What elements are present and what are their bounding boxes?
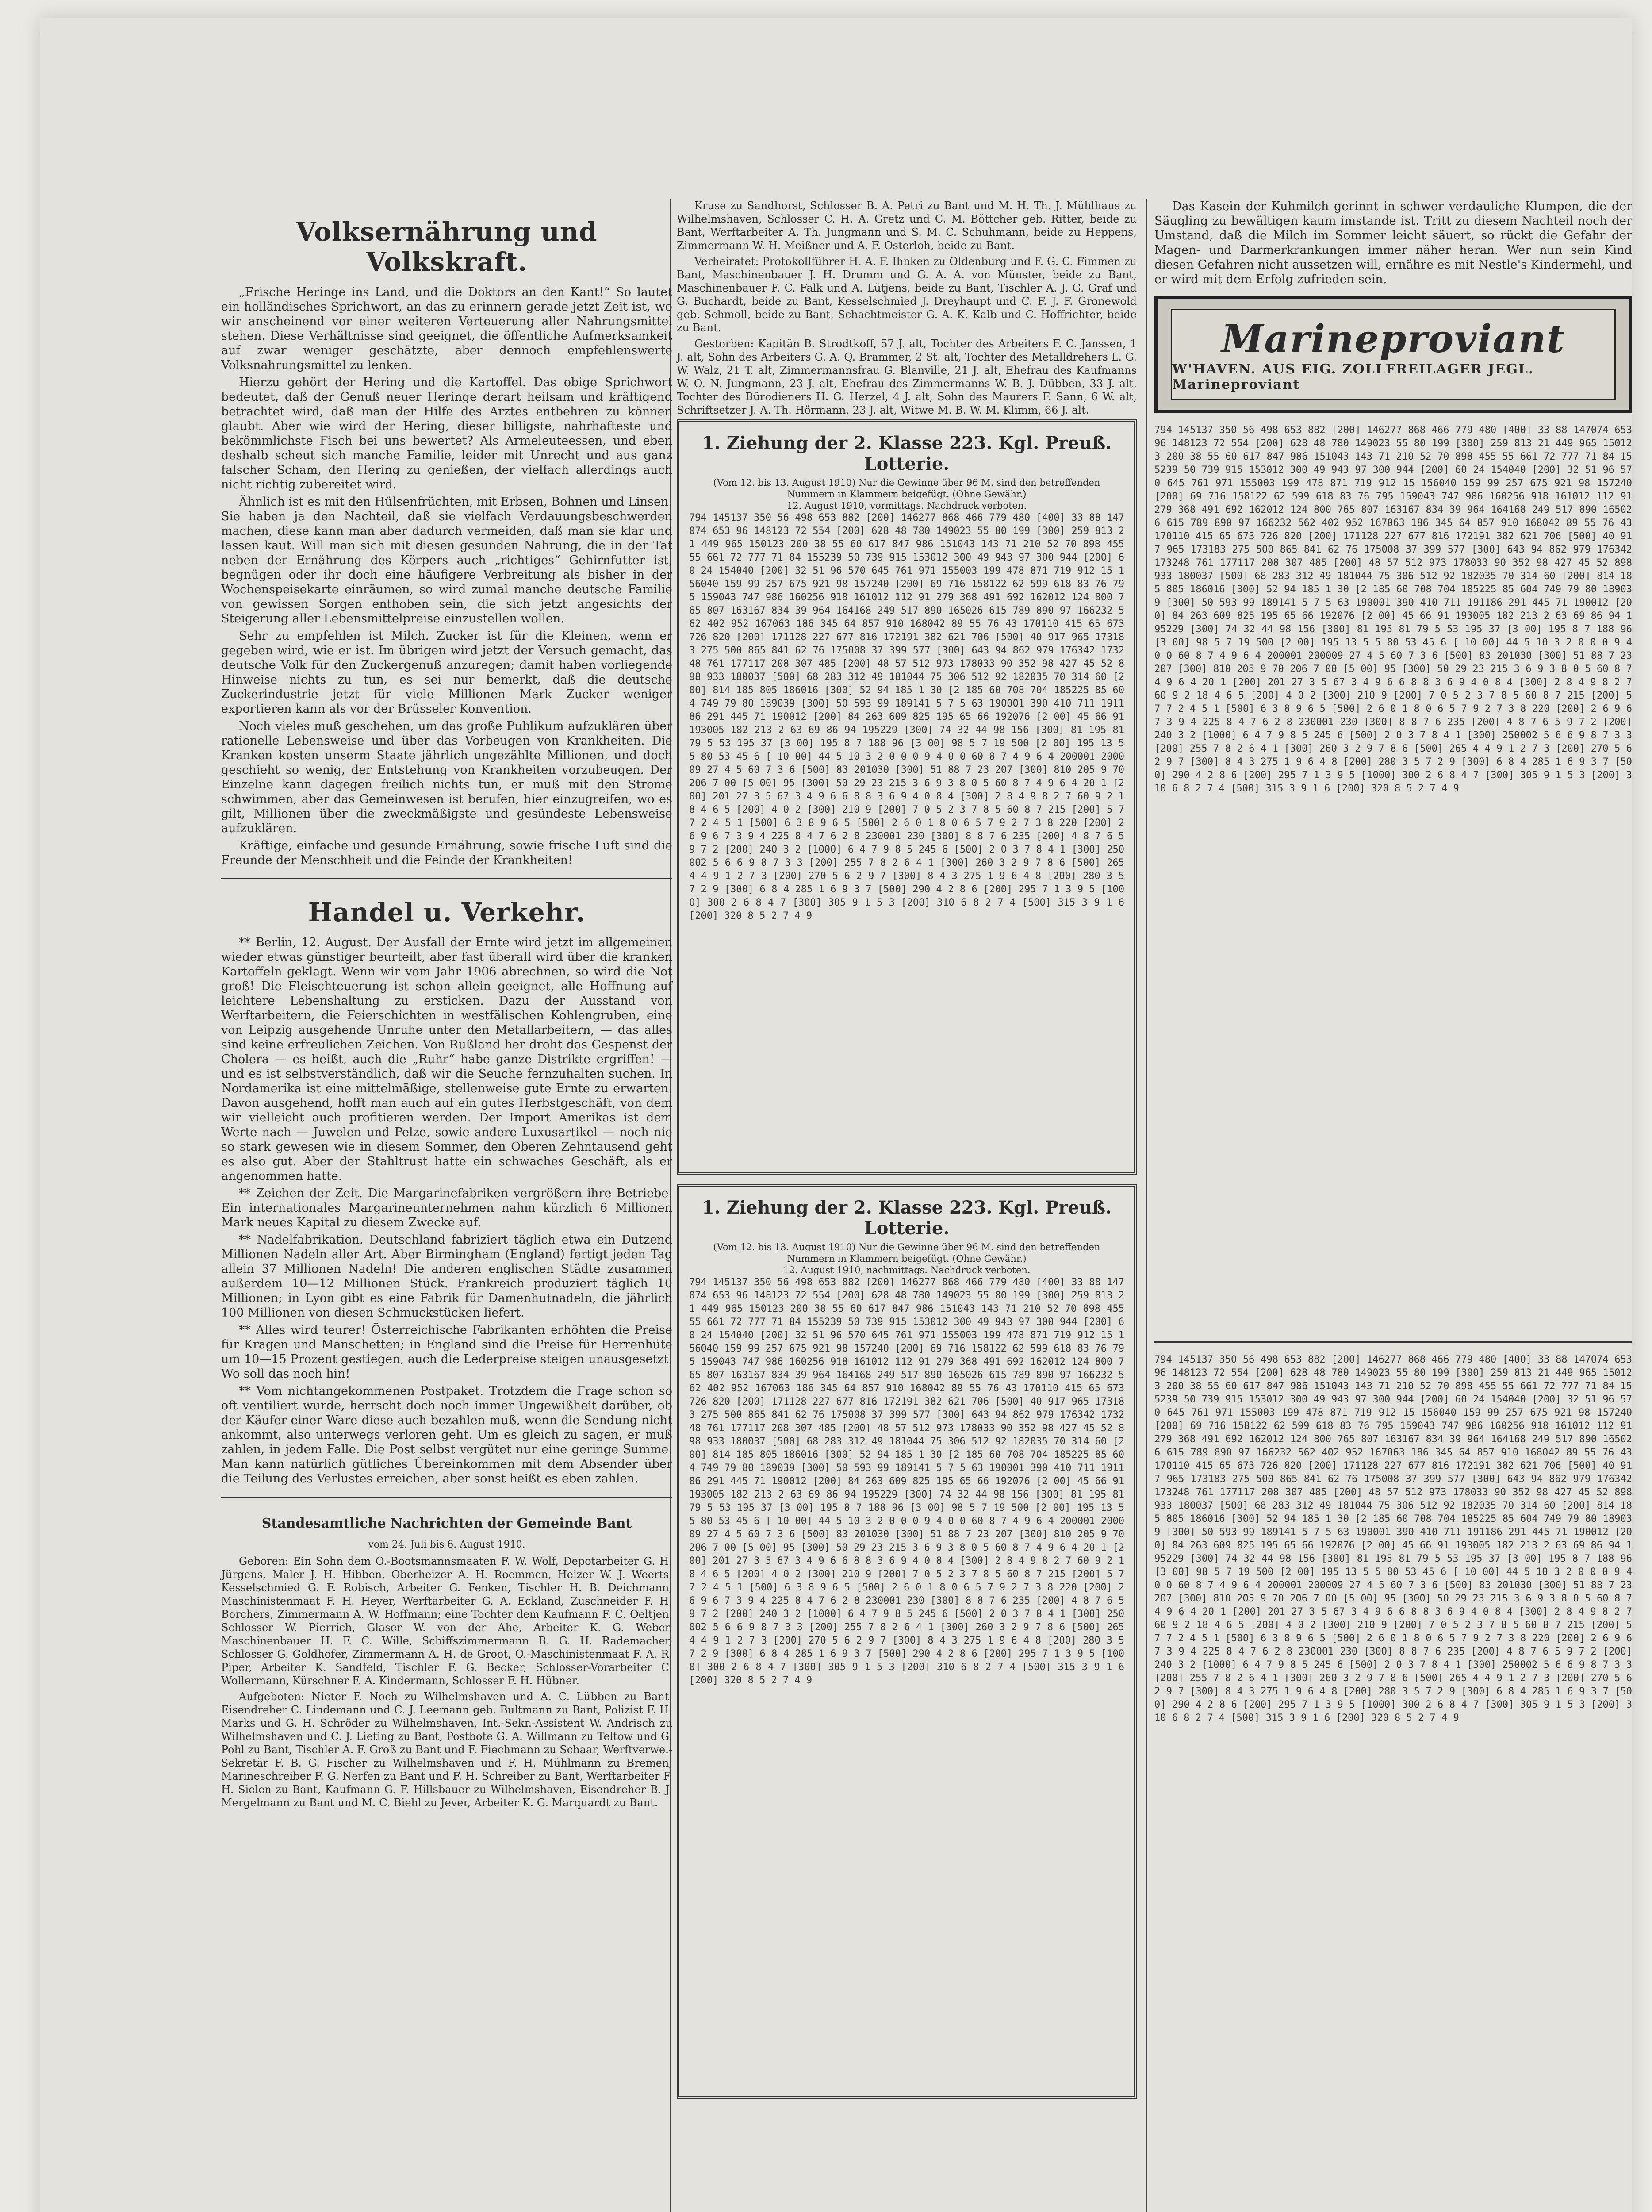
ad-frame [1171, 309, 1616, 400]
lottery-block-morning [677, 419, 1137, 1175]
article-title-standesamt: Standesamtliche Nachrichten der Gemeinde Bant [261, 1516, 632, 1531]
column-2 [677, 199, 1137, 2212]
article-paragraph: Noch vieles muß geschehen, um das große Publikum aufzuklären über rationelle Lebensweise und über das Vorbeugen von Krankheiten. Die Kranken kosten unserm Staate jährlich ungezählte Millionen, und doch geschieht so wenig, der Entstehung von Krankheiten vorzubeugen. Der Einzelne kann dagegen freilich nichts tun, er muß mit den Strome schwimmen, aber das Gemeinwesen ist berufen, hier einzugreifen, wo es gilt, Millionen über die zweckmäßigste und gesündeste Lebensweise aufzuklären. [221, 719, 672, 835]
lottery-numbers-continued: 794 145137 350 56 498 653 882 [200] 146277 868 466 779 480 [400] 33 88 147074 653 96 148123 72 554 [200] 628 48 780 149023 55 80 199 [300] 259 813 21 449 965 150123 200 38 55 60 617 847 986 151043 143 71 210 52 70 898 455 55 661 72 777 71 84 155239 50 739 915 153012 300 49 943 97 300 944 [200] 60 24 154040 [200] 32 51 96 570 645 761 971 155003 199 478 871 719 912 15 156040 159 99 257 675 921 98 157240 [200] 69 716 158122 62 599 618 83 76 795 159043 747 986 160256 918 161012 112 91 279 368 491 692 162012 124 800 765 807 163167 834 39 964 164168 249 517 890 165026 615 789 890 97 166232 562 402 952 167063 186 345 64 857 910 168042 89 55 76 43 170110 415 65 673 726 820 [200] 171128 227 677 816 172191 382 621 706 [500] 40 917 965 173183 275 500 865 841 62 76 175008 37 399 577 [300] 643 94 862 979 176342 173248 761 177117 208 307 485 [200] 48 57 512 973 178033 90 352 98 427 45 52 898 933 180037 [500] 68 283 312 49 181044 75 306 512 92 182035 70 314 60 [200] 814 185 805 186016 [300] 52 94 185 1 30 [2 185 60 708 704 185225 85 604 749 79 80 189039 [300] 50 593 99 189141 5 7 5 63 190001 390 410 711 191186 291 445 71 190012 [200] 84 263 609 825 195 65 66 192076 [2 00] 45 66 91 193005 182 213 2 63 69 86 94 195229 [300] 74 32 44 98 156 [300] 81 195 81 79 5 53 195 37 [3 00] 195 8 7 188 96 [3 00] 98 5 7 19 500 [2 00] 195 13 5 5 80 53 45 6 [ 10 00] 44 5 10 3 2 0 0 0 9 4 0 0 60 8 7 4 9 6 4 200001 200009 27 4 5 60 7 3 6 [500] 83 201030 [300] 51 88 7 23 207 [300] 810 205 9 70 206 7 00 [5 00] 95 [300] 50 29 23 215 3 6 9 3 8 0 5 60 8 7 4 9 6 4 20 1 [200] 201 27 3 5 67 3 4 9 6 6 8 8 3 6 9 4 0 8 4 [300] 2 8 4 9 8 2 7 60 9 2 18 4 6 5 [200] 4 0 2 [300] 210 9 [200] 7 0 5 2 3 7 8 5 60 8 7 215 [200] 5 7 7 2 4 5 1 [500] 6 3 8 9 6 5 [500] 2 6 0 1 8 0 6 5 7 9 2 7 3 8 220 [200] 2 6 9 6 7 3 9 4 225 8 4 7 6 2 8 230001 230 [300] 8 8 7 6 235 [200] 4 8 7 6 5 9 7 2 [200] 240 3 2 [1000] 6 4 7 9 8 5 245 6 [500] 2 0 3 7 8 4 1 [300] 250002 5 6 6 9 8 7 3 3 [200] 255 7 8 2 6 4 1 [300] 260 3 2 9 7 8 6 [500] 265 4 4 9 1 2 7 3 [200] 270 5 6 2 9 7 [300] 8 4 3 275 1 9 6 4 8 [200] 280 3 5 7 2 9 [300] 6 8 4 285 1 6 9 3 7 [500] 290 4 2 8 6 [200] 295 7 1 3 9 5 [1000] 300 2 6 8 4 7 [300] 305 9 1 5 3 [200] 310 6 8 2 7 4 [500] 315 3 9 1 6 [200] 320 8 5 2 7 4 9 [1154, 1354, 1638, 1724]
article-subtitle: vom 24. Juli bis 6. August 1910. [368, 1539, 525, 1550]
article-paragraph: „Frische Heringe ins Land, und die Doktors an den Kant!“ So lautet ein holländisches Sprichwort, an das zu erinnern gerade jetzt Zeit ist, wo wir anscheinend vor einer weiteren Verteuerung aller Nahrungsmittel stehen. Diese Verhältnisse sind geeignet, die öffentliche Aufmerksamkeit auf zwar weniger geschätzte, aber dennoch empfehlenswerte Volksnahrungsmittel zu lenken. [221, 285, 672, 372]
lottery-numbers: 794 145137 350 56 498 653 882 [200] 146277 868 466 779 480 [400] 33 88 147074 653 96 148123 72 554 [200] 628 48 780 149023 55 80 199 [300] 259 813 21 449 965 150123 200 38 55 60 617 847 986 151043 143 71 210 52 70 898 455 55 661 72 777 71 84 155239 50 739 915 153012 300 49 943 97 300 944 [200] 60 24 154040 [200] 32 51 96 570 645 761 971 155003 199 478 871 719 912 15 156040 159 99 257 675 921 98 157240 [200] 69 716 158122 62 599 618 83 76 795 159043 747 986 160256 918 161012 112 91 279 368 491 692 162012 124 800 765 807 163167 834 39 964 164168 249 517 890 165026 615 789 890 97 166232 562 402 952 167063 186 345 64 857 910 168042 89 55 76 43 170110 415 65 673 726 820 [200] 171128 227 677 816 172191 382 621 706 [500] 40 917 965 173183 275 500 865 841 62 76 175008 37 399 577 [300] 643 94 862 979 176342 173248 761 177117 208 307 485 [200] 48 57 512 973 178033 90 352 98 427 45 52 898 933 180037 [500] 68 283 312 49 181044 75 306 512 92 182035 70 314 60 [200] 814 185 805 186016 [300] 52 94 185 1 30 [2 185 60 708 704 185225 85 604 749 79 80 189039 [300] 50 593 99 189141 5 7 5 63 190001 390 410 711 191186 291 445 71 190012 [200] 84 263 609 825 195 65 66 192076 [2 00] 45 66 91 193005 182 213 2 63 69 86 94 195229 [300] 74 32 44 98 156 [300] 81 195 81 79 5 53 195 37 [3 00] 195 8 7 188 96 [3 00] 98 5 7 19 500 [2 00] 195 13 5 5 80 53 45 6 [ 10 00] 44 5 10 3 2 0 0 0 9 4 0 0 60 8 7 4 9 6 4 200001 200009 27 4 5 60 7 3 6 [500] 83 201030 [300] 51 88 7 23 207 [300] 810 205 9 70 206 7 00 [5 00] 95 [300] 50 29 23 215 3 6 9 3 8 0 5 60 8 7 4 9 6 4 20 1 [200] 201 27 3 5 67 3 4 9 6 6 8 8 3 6 9 4 0 8 4 [300] 2 8 4 9 8 2 7 60 9 2 18 4 6 5 [200] 4 0 2 [300] 210 9 [200] 7 0 5 2 3 7 8 5 60 8 7 215 [200] 5 7 7 2 4 5 1 [500] 6 3 8 9 6 5 [500] 2 6 0 1 8 0 6 5 7 9 2 7 3 8 220 [200] 2 6 9 6 7 3 9 4 225 8 4 7 6 2 8 230001 230 [300] 8 8 7 6 235 [200] 4 8 7 6 5 9 7 2 [200] 240 3 2 [1000] 6 4 7 9 8 5 245 6 [500] 2 0 3 7 8 4 1 [300] 250002 5 6 6 9 8 7 3 3 [200] 255 7 8 2 6 4 1 [300] 260 3 2 9 7 8 6 [500] 265 4 4 9 1 2 7 3 [200] 270 5 6 2 9 7 [300] 8 4 3 275 1 9 6 4 8 [200] 280 3 5 7 2 9 [300] 6 8 4 285 1 6 9 3 7 [500] 290 4 2 8 6 [200] 295 7 1 3 9 5 [1000] 300 2 6 8 4 7 [300] 305 9 1 5 3 [200] 310 6 8 2 7 4 [500] 315 3 9 1 6 [200] 320 8 5 2 7 4 9 [689, 1277, 1131, 1686]
lottery-date: 12. August 1910, nachmittags. Nachdruck verboten. [783, 1265, 1031, 1275]
article-paragraph: Kräftige, einfache und gesunde Ernährung, sowie frische Luft sind die Freunde der Menschheit und die Feinde der Krankheiten! [221, 839, 672, 867]
column-3 [1154, 199, 1638, 2212]
article-paragraph: ** Alles wird teurer! Österreichische Fabrikanten erhöhten die Preise für Kragen und Manschetten; in England sind die Preise für Herrenhüte um 10—15 Prozent gestiegen, auch die Lederpreise steigen unausgesetzt. Wo soll das noch hin! [221, 1323, 672, 1381]
section-divider [221, 1497, 672, 1498]
marineproviant-ad [1154, 296, 1632, 413]
article-title-handel: Handel u. Verkehr. [308, 897, 586, 927]
article-paragraph: ** Zeichen der Zeit. Die Margarinefabriken vergrößern ihre Betriebe. Ein internationales Margarineunternehmen nahm kürzlich 6 Millionen Mark neues Kapital zu diesem Zwecke auf. [221, 1187, 672, 1229]
lottery-numbers-continued: 794 145137 350 56 498 653 882 [200] 146277 868 466 779 480 [400] 33 88 147074 653 96 148123 72 554 [200] 628 48 780 149023 55 80 199 [300] 259 813 21 449 965 150123 200 38 55 60 617 847 986 151043 143 71 210 52 70 898 455 55 661 72 777 71 84 155239 50 739 915 153012 300 49 943 97 300 944 [200] 60 24 154040 [200] 32 51 96 570 645 761 971 155003 199 478 871 719 912 15 156040 159 99 257 675 921 98 157240 [200] 69 716 158122 62 599 618 83 76 795 159043 747 986 160256 918 161012 112 91 279 368 491 692 162012 124 800 765 807 163167 834 39 964 164168 249 517 890 165026 615 789 890 97 166232 562 402 952 167063 186 345 64 857 910 168042 89 55 76 43 170110 415 65 673 726 820 [200] 171128 227 677 816 172191 382 621 706 [500] 40 917 965 173183 275 500 865 841 62 76 175008 37 399 577 [300] 643 94 862 979 176342 173248 761 177117 208 307 485 [200] 48 57 512 973 178033 90 352 98 427 45 52 898 933 180037 [500] 68 283 312 49 181044 75 306 512 92 182035 70 314 60 [200] 814 185 805 186016 [300] 52 94 185 1 30 [2 185 60 708 704 185225 85 604 749 79 80 189039 [300] 50 593 99 189141 5 7 5 63 190001 390 410 711 191186 291 445 71 190012 [200] 84 263 609 825 195 65 66 192076 [2 00] 45 66 91 193005 182 213 2 63 69 86 94 195229 [300] 74 32 44 98 156 [300] 81 195 81 79 5 53 195 37 [3 00] 195 8 7 188 96 [3 00] 98 5 7 19 500 [2 00] 195 13 5 5 80 53 45 6 [ 10 00] 44 5 10 3 2 0 0 0 9 4 0 0 60 8 7 4 9 6 4 200001 200009 27 4 5 60 7 3 6 [500] 83 201030 [300] 51 88 7 23 207 [300] 810 205 9 70 206 7 00 [5 00] 95 [300] 50 29 23 215 3 6 9 3 8 0 5 60 8 7 4 9 6 4 20 1 [200] 201 27 3 5 67 3 4 9 6 6 8 8 3 6 9 4 0 8 4 [300] 2 8 4 9 8 2 7 60 9 2 18 4 6 5 [200] 4 0 2 [300] 210 9 [200] 7 0 5 2 3 7 8 5 60 8 7 215 [200] 5 7 7 2 4 5 1 [500] 6 3 8 9 6 5 [500] 2 6 0 1 8 0 6 5 7 9 2 7 3 8 220 [200] 2 6 9 6 7 3 9 4 225 8 4 7 6 2 8 230001 230 [300] 8 8 7 6 235 [200] 4 8 7 6 5 9 7 2 [200] 240 3 2 [1000] 6 4 7 9 8 5 245 6 [500] 2 0 3 7 8 4 1 [300] 250002 5 6 6 9 8 7 3 3 [200] 255 7 8 2 6 4 1 [300] 260 3 2 9 7 8 6 [500] 265 4 4 9 1 2 7 3 [200] 270 5 6 2 9 7 [300] 8 4 3 275 1 9 6 4 8 [200] 280 3 5 7 2 9 [300] 6 8 4 285 1 6 9 3 7 [500] 290 4 2 8 6 [200] 295 7 1 3 9 5 [1000] 300 2 6 8 4 7 [300] 305 9 1 5 3 [200] 310 6 8 2 7 4 [500] 315 3 9 1 6 [200] 320 8 5 2 7 4 9 [1154, 425, 1638, 794]
lottery-title: 1. Ziehung der 2. Klasse 223. Kgl. Preuß. Lotterie. [701, 1197, 1112, 1239]
nestle-ad-text: Das Kasein der Kuhmilch gerinnt in schwer verdauliche Klumpen, die der Säugling zu bewältigen kaum imstande ist. Tritt zu diesem Nachteil noch der Umstand, daß die Milch im Sommer leicht säuert, so rückt die Gefahr der Magen- und Darmerkrankungen immer näher heran. Wer nun sein Kind diesen Gefahren nicht aussetzen will, ernähre es mit Nestle's Kindermehl, und er wird mit dem Erfolg zufrieden sein. [1154, 200, 1632, 286]
continued-paragraph: Kruse zu Sandhorst, Schlosser B. A. Petri zu Bant und M. H. Th. J. Mühlhaus zu Wilhelmshaven, Schlosser C. H. A. Gretz und C. M. Böttcher geb. Ritter, beide zu Bant, Werftarbeiter A. Th. Jungmann und S. M. C. Schuhmann, beide zu Heppens, Zimmermann W. H. Meißner und A. F. Osterloh, beide zu Bant. [677, 200, 1137, 252]
article-title-volksernaehrung: Volksernährung und Volkskraft. [296, 217, 598, 277]
section-divider [221, 878, 672, 879]
newspaper-page [40, 18, 1638, 2212]
lottery-subtitle: (Vom 12. bis 13. August 1910) Nur die Gewinne über 96 M. sind den betreffenden Nummern in Klammern beigefügt. (Ohne Gewähr.) [713, 1242, 1100, 1264]
died-paragraph: Gestorben: Kapitän B. Strodtkoff, 57 J. alt, Tochter des Arbeiters F. C. Janssen, 1 J. alt, Sohn des Arbeiters G. A. Q. Brammer, 2 St. alt, Tochter des Metalldrehers L. G. W. Walz, 21 T. alt, Zimmermannsfrau G. Blanville, 21 J. alt, Ehefrau des Kaufmanns W. O. N. Jungmann, 23 J. alt, Ehefrau des Zimmermanns W. B. J. Dübben, 33 J. alt, Tochter des Bürodieners H. G. Herzel, 4 J. alt, Sohn des Maurers F. Sann, 6 W. alt, Schriftsetzer J. A. Th. Hörmann, 23 J. alt, Witwe M. B. W. M. Klimm, 66 J. alt. [677, 338, 1137, 416]
section-divider [1154, 1341, 1632, 1343]
article-paragraph: ** Nadelfabrikation. Deutschland fabriziert täglich etwa ein Dutzend Millionen Nadeln aller Art. Aber Birmingham (England) fertigt jeden Tag allein 37 Millionen Nadeln! Die anderen englischen Städte zusammen außerdem 10—12 Millionen Stück. Frankreich produziert täglich 10 Millionen; in Lyon gibt es eine Fabrik für Damenhutnadeln, die jährlich 100 Millionen von diesen Schmuckstücken liefert. [221, 1233, 672, 1320]
column-rule-right [1146, 199, 1147, 2212]
married-paragraph: Verheiratet: Protokollführer H. A. F. Ihnken zu Oldenburg und F. G. C. Fimmen zu Bant, Maschinenbauer J. H. Drumm und G. A. A. von Münster, beide zu Bant, Maschinenbauer F. C. Falk und A. Lütjens, beide zu Bant, Tischler A. J. G. Graf und G. Buchardt, beide zu Bant, Kesselschmied J. Dreyhaupt und C. F. J. F. Gronewold geb. Schmoll, beide zu Bant, Schachtmeister G. A. K. Kalb und C. Hoffrichter, beide zu Bant. [677, 255, 1137, 334]
lottery-block-afternoon [677, 1184, 1137, 2099]
article-paragraph: Aufgeboten: Nieter F. Noch zu Wilhelmshaven und A. C. Lübben zu Bant, Eisendreher C. Lindemann und C. J. Leemann geb. Bultmann zu Bant, Polizist F. H. Marks und G. H. Schröder zu Wilhelmshaven, Int.-Sekr.-Assistent W. Andrisch zu Wilhelmshaven und C. J. Lieting zu Bant, Postbote G. A. Willmann zu Teltow und G. Pohl zu Bant, Tischler A. F. Groß zu Bant und F. Fiechmann zu Schaar, Werftverwe.-Sekretär F. B. G. Fischer zu Wilhelmshaven und F. H. Mühlmann zu Bremen, Marineschreiber F. G. Nerfen zu Bant und F. H. Schreiber zu Bant, Werftarbeiter F. H. Sielen zu Bant, Kaufmann G. F. Hillsbauer zu Wilhelmshaven, Eisendreher B. J. Mergelmann zu Bant und M. C. Biehl zu Jever, Arbeiter K. G. Marquardt zu Bant. [221, 1690, 672, 1809]
article-paragraph: Geboren: Ein Sohn dem O.-Bootsmannsmaaten F. W. Wolf, Depotarbeiter G. H. Jürgens, Maler J. H. Hibben, Oberheizer A. H. Roemmen, Heizer W. J. Weerts, Kesselschmied G. F. Robisch, Arbeiter G. Fenken, Tischler H. B. Deichmann, Maschinistenmaat F. H. Heyer, Werftarbeiter G. A. Eckland, Zuschneider F. H. Borchers, Zimmermann A. W. Hoffmann; eine Tochter dem Kaufmann F. C. Oeltjen, Schlosser W. Pierrich, Glaser W. von der Ahe, Arbeiter K. G. Weber, Maschinenbauer H. F. C. Wille, Schiffszimmermann B. G. H. Rademacher, Schlosser G. Goldhofer, Zimmermann A. H. de Groot, O.-Maschinistenmaat F. A. R. Piper, Arbeiter K. Sandfeld, Tischler F. G. Becker, Schlosser-Vorarbeiter C. Wollermann, Kürschner F. A. Kindermann, Schlosser F. H. Hübner. [221, 1555, 672, 1687]
lottery-numbers: 794 145137 350 56 498 653 882 [200] 146277 868 466 779 480 [400] 33 88 147074 653 96 148123 72 554 [200] 628 48 780 149023 55 80 199 [300] 259 813 21 449 965 150123 200 38 55 60 617 847 986 151043 143 71 210 52 70 898 455 55 661 72 777 71 84 155239 50 739 915 153012 300 49 943 97 300 944 [200] 60 24 154040 [200] 32 51 96 570 645 761 971 155003 199 478 871 719 912 15 156040 159 99 257 675 921 98 157240 [200] 69 716 158122 62 599 618 83 76 795 159043 747 986 160256 918 161012 112 91 279 368 491 692 162012 124 800 765 807 163167 834 39 964 164168 249 517 890 165026 615 789 890 97 166232 562 402 952 167063 186 345 64 857 910 168042 89 55 76 43 170110 415 65 673 726 820 [200] 171128 227 677 816 172191 382 621 706 [500] 40 917 965 173183 275 500 865 841 62 76 175008 37 399 577 [300] 643 94 862 979 176342 173248 761 177117 208 307 485 [200] 48 57 512 973 178033 90 352 98 427 45 52 898 933 180037 [500] 68 283 312 49 181044 75 306 512 92 182035 70 314 60 [200] 814 185 805 186016 [300] 52 94 185 1 30 [2 185 60 708 704 185225 85 604 749 79 80 189039 [300] 50 593 99 189141 5 7 5 63 190001 390 410 711 191186 291 445 71 190012 [200] 84 263 609 825 195 65 66 192076 [2 00] 45 66 91 193005 182 213 2 63 69 86 94 195229 [300] 74 32 44 98 156 [300] 81 195 81 79 5 53 195 37 [3 00] 195 8 7 188 96 [3 00] 98 5 7 19 500 [2 00] 195 13 5 5 80 53 45 6 [ 10 00] 44 5 10 3 2 0 0 0 9 4 0 0 60 8 7 4 9 6 4 200001 200009 27 4 5 60 7 3 6 [500] 83 201030 [300] 51 88 7 23 207 [300] 810 205 9 70 206 7 00 [5 00] 95 [300] 50 29 23 215 3 6 9 3 8 0 5 60 8 7 4 9 6 4 20 1 [200] 201 27 3 5 67 3 4 9 6 6 8 8 3 6 9 4 0 8 4 [300] 2 8 4 9 8 2 7 60 9 2 18 4 6 5 [200] 4 0 2 [300] 210 9 [200] 7 0 5 2 3 7 8 5 60 8 7 215 [200] 5 7 7 2 4 5 1 [500] 6 3 8 9 6 5 [500] 2 6 0 1 8 0 6 5 7 9 2 7 3 8 220 [200] 2 6 9 6 7 3 9 4 225 8 4 7 6 2 8 230001 230 [300] 8 8 7 6 235 [200] 4 8 7 6 5 9 7 2 [200] 240 3 2 [1000] 6 4 7 9 8 5 245 6 [500] 2 0 3 7 8 4 1 [300] 250002 5 6 6 9 8 7 3 3 [200] 255 7 8 2 6 4 1 [300] 260 3 2 9 7 8 6 [500] 265 4 4 9 1 2 7 3 [200] 270 5 6 2 9 7 [300] 8 4 3 275 1 9 6 4 8 [200] 280 3 5 7 2 9 [300] 6 8 4 285 1 6 9 3 7 [500] 290 4 2 8 6 [200] 295 7 1 3 9 5 [1000] 300 2 6 8 4 7 [300] 305 9 1 5 3 [200] 310 6 8 2 7 4 [500] 315 3 9 1 6 [200] 320 8 5 2 7 4 9 [689, 512, 1131, 922]
lottery-date: 12. August 1910, vormittags. Nachdruck verboten. [786, 500, 1027, 511]
column-1 [221, 199, 672, 2212]
article-paragraph: Ähnlich ist es mit den Hülsenfrüchten, mit Erbsen, Bohnen und Linsen. Sie haben ja den Nachteil, daß sie vielfach Verdauungsbeschwerden machen, diese kann man aber dadurch vermeiden, daß man sie klar und lassen kaut. Will man sich mit diesen gesunden Nahrung, die in der Tat neben der Ernährung des Körpers auch „richtiges“ Gehirnfutter ist, begnügen oder ihr doch eine häufigere Verbreitung als bisher in der Wochenspeisekarte einräumen, so wird zumal manche deutsche Familie von gewissen Sorgen enthoben sein, die sich jetzt angesichts der Steigerung aller Lebensmittelpreise einzustellen wollen. [221, 495, 672, 626]
article-paragraph: ** Berlin, 12. August. Der Ausfall der Ernte wird jetzt im allgemeinen wieder etwas günstiger beurteilt, aber fast überall wird über die kranken Kartoffeln geklagt. Wenn wir vom Jahr 1906 abrechnen, so wird die Not groß! Die Fleischteuerung ist schon allein geeignet, alle Hoffnung auf leichtere Lebenshaltung zu ersticken. Dazu der Ausstand von Werftarbeitern, die Feierschichten in westfälischen Kohlengruben, eine von Leipzig ausgehende Unruhe unter den Metallarbeitern, — das alles sind keine erfreulichen Zeichen. Von Rußland her droht das Gespenst der Cholera — es heißt, auch die „Ruhr“ habe ganze Distrikte ergriffen! — und es ist selbstverständlich, daß wir die Seuche fernzuhalten suchen. In Nordamerika ist eine mittelmäßige, stellenweise gute Ernte zu erwarten. Davon ausgehend, hofft man auch auf ein gutes Herbstgeschäft, von dem wir vielleicht auch profitieren werden. Der Import Amerikas ist dem Werte nach — Juwelen und Pelze, sowie andere Luxusartikel — noch nie so stark gewesen wie in diesem Sommer, den Oberen Zehntausend geht es also gut. Aber der Stahltrust hatte ein schwaches Geschäft, als er angenommen hatte. [221, 936, 672, 1183]
article-paragraph: Sehr zu empfehlen ist Milch. Zucker ist für die Kleinen, wenn er gegeben wird, wie er ist. Im übrigen wird jetzt der Versuch gemacht, das deutsche Volk für den Zuckergenuß anzuregen; damit haben vorliegende Hinweise nichts zu tun, es sei nur bemerkt, daß die deutsche Zuckerindustrie jetzt für viele Millionen Mark Zucker weniger exportieren kann als vor der Brüsseler Konvention. [221, 629, 672, 716]
article-paragraph: Hierzu gehört der Hering und die Kartoffel. Das obige Sprichwort bedeutet, daß der Genuß neuer Heringe derart heilsam und kräftigend betrachtet wird, daß man der Hilfe des Arztes entbehren zu können glaubt. Aber wie wird der Hering, dieser billigste, nahrhafteste und bekömmlichste Fisch bei uns bewertet? Als Armeleuteessen, und eben deshalb scheut sich manche Familie, leider mit Unrecht und aus ganz falscher Scham, den Hering zu genießen, der vielfach allerdings auch nicht richtig zubereitet wird. [221, 376, 672, 492]
ad-subtitle: W'HAVEN. AUS EIG. ZOLLFREILAGER JEGL. Marineproviant [1172, 361, 1534, 392]
ad-title: Marineproviant [1221, 316, 1565, 361]
article-paragraph: ** Vom nichtangekommenen Postpaket. Trotzdem die Frage schon so oft ventiliert wurde, herrscht doch noch immer Ungewißheit darüber, ob der Käufer einer Ware diese auch bezahlen muß, wenn die Sendung nicht ankommt, also unterwegs verloren geht. Um es gleich zu sagen, er muß zahlen, in jedem Falle. Die Post selbst vergütet nur eine geringe Summe. Man kann natürlich gütliches Übereinkommen mit dem Absender über die Teilung des Verlustes erreichen, aber sonst heißt es eben zahlen. [221, 1384, 672, 1486]
lottery-subtitle: (Vom 12. bis 13. August 1910) Nur die Gewinne über 96 M. sind den betreffenden Nummern in Klammern beigefügt. (Ohne Gewähr.) [713, 477, 1100, 499]
lottery-title: 1. Ziehung der 2. Klasse 223. Kgl. Preuß. Lotterie. [701, 433, 1112, 474]
